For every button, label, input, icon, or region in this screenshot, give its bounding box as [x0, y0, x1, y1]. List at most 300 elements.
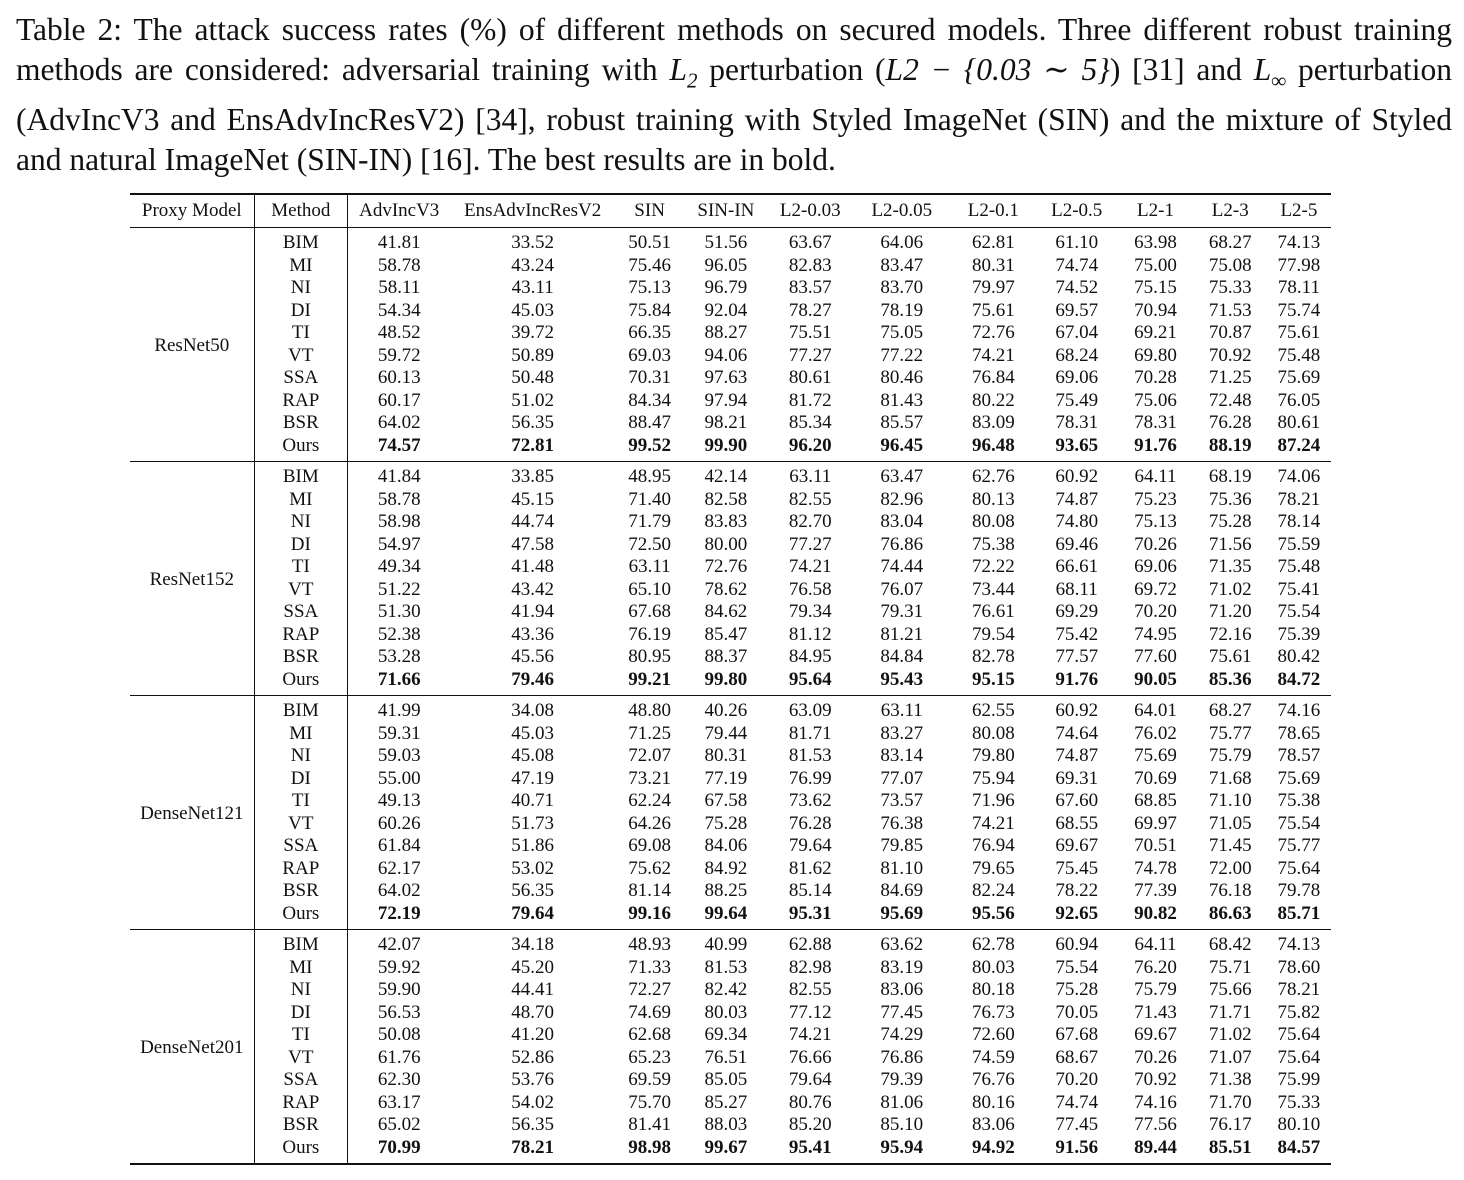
best-value-cell: 85.36 — [1208, 668, 1252, 690]
value-cell: 80.08 — [971, 511, 1015, 532]
method-cell: Ours — [254, 1137, 348, 1165]
value-cell: 71.56 — [1208, 533, 1252, 555]
proxy-group-resnet152 — [130, 462, 1331, 696]
value-cell: 76.86 — [880, 1046, 924, 1068]
best-value-cell: 95.31 — [788, 902, 832, 924]
table-row — [130, 489, 1331, 512]
value-cell: 56.53 — [377, 1001, 421, 1023]
value-cell: 78.11 — [1277, 277, 1320, 298]
value-cell: 76.28 — [788, 812, 832, 834]
value-cell: 75.71 — [1208, 956, 1252, 978]
best-value-cell: 95.69 — [880, 902, 924, 924]
value-cell: 75.06 — [1134, 389, 1177, 411]
value-cell: 75.64 — [1277, 1024, 1321, 1045]
value-cell: 81.41 — [628, 1114, 671, 1135]
value-cell: 71.43 — [1134, 1001, 1177, 1023]
value-cell: 54.34 — [377, 299, 421, 321]
value-cell: 65.23 — [628, 1046, 671, 1068]
value-cell: 52.38 — [377, 623, 421, 645]
method-cell: RAP — [254, 390, 348, 413]
best-value-cell: 99.90 — [704, 434, 748, 456]
value-cell: 83.47 — [880, 254, 924, 276]
value-cell: 54.97 — [377, 533, 421, 555]
value-cell: 75.48 — [1277, 344, 1321, 366]
value-cell: 67.68 — [1055, 1024, 1099, 1045]
value-cell: 45.15 — [511, 488, 555, 510]
value-cell: 69.80 — [1134, 344, 1177, 366]
best-value-cell: 99.16 — [628, 902, 671, 924]
value-cell: 75.33 — [1208, 277, 1252, 298]
value-cell: 88.25 — [704, 880, 748, 901]
linf-math-symbol: $L_\infty$ — [1253, 51, 1287, 92]
method-cell: Ours — [254, 903, 348, 930]
value-cell: 82.42 — [704, 979, 748, 1000]
table-row — [130, 435, 1331, 462]
value-cell: 75.54 — [1277, 812, 1321, 834]
value-cell: 51.22 — [377, 578, 421, 600]
header-advincv3: AdvIncV3 — [359, 200, 440, 221]
value-cell: 74.29 — [880, 1024, 924, 1045]
value-cell: 75.42 — [1055, 623, 1099, 645]
method-cell: BSR — [254, 646, 348, 669]
value-cell: 82.98 — [788, 956, 832, 978]
value-cell: 75.23 — [1134, 488, 1177, 510]
value-cell: 51.30 — [377, 601, 421, 622]
best-value-cell: 71.66 — [377, 668, 421, 690]
best-value-cell: 96.20 — [788, 434, 832, 456]
value-cell: 59.72 — [377, 344, 421, 366]
table-row — [130, 624, 1331, 647]
value-cell: 62.88 — [788, 934, 832, 955]
value-cell: 98.21 — [704, 412, 748, 433]
value-cell: 75.28 — [704, 812, 748, 834]
table-row — [130, 903, 1331, 930]
value-cell: 75.48 — [1277, 556, 1321, 577]
proxy-group-densenet121 — [130, 696, 1331, 930]
value-cell: 82.24 — [971, 880, 1015, 901]
method-cell: BSR — [254, 880, 348, 903]
value-cell: 75.99 — [1277, 1069, 1321, 1090]
value-cell: 60.92 — [1055, 466, 1099, 487]
value-cell: 85.34 — [788, 412, 832, 433]
value-cell: 45.56 — [511, 646, 555, 667]
value-cell: 80.61 — [788, 367, 832, 388]
value-cell: 60.17 — [377, 389, 421, 411]
value-cell: 60.92 — [1055, 700, 1099, 721]
value-cell: 80.42 — [1277, 646, 1321, 667]
value-cell: 71.20 — [1208, 601, 1252, 622]
value-cell: 76.05 — [1277, 389, 1321, 411]
value-cell: 77.19 — [704, 767, 748, 789]
best-value-cell: 86.63 — [1208, 902, 1252, 924]
value-cell: 69.08 — [628, 835, 671, 856]
value-cell: 75.45 — [1055, 857, 1099, 879]
value-cell: 40.99 — [704, 934, 748, 955]
value-cell: 58.98 — [377, 511, 421, 532]
header-sin-in: SIN-IN — [697, 200, 755, 221]
value-cell: 74.87 — [1055, 488, 1099, 510]
value-cell: 79.64 — [788, 835, 832, 856]
method-cell: SSA — [254, 835, 348, 858]
value-cell: 66.35 — [628, 322, 671, 343]
method-cell: SSA — [254, 1069, 348, 1092]
value-cell: 61.84 — [377, 835, 421, 856]
value-cell: 82.55 — [788, 979, 832, 1000]
value-cell: 75.64 — [1277, 857, 1321, 879]
value-cell: 83.19 — [880, 956, 924, 978]
header-l2-5: L2-5 — [1280, 200, 1318, 221]
value-cell: 47.58 — [511, 533, 555, 555]
value-cell: 63.11 — [789, 466, 832, 487]
value-cell: 82.78 — [971, 646, 1015, 667]
value-cell: 78.14 — [1277, 511, 1321, 532]
method-cell: VT — [254, 345, 348, 368]
value-cell: 67.58 — [704, 790, 748, 811]
value-cell: 70.51 — [1134, 835, 1177, 856]
value-cell: 77.07 — [880, 767, 924, 789]
proxy-group-resnet50 — [130, 228, 1331, 462]
value-cell: 67.68 — [628, 601, 671, 622]
value-cell: 71.40 — [628, 488, 671, 510]
value-cell: 73.44 — [971, 578, 1015, 600]
value-cell: 88.37 — [704, 646, 748, 667]
value-cell: 74.78 — [1134, 857, 1177, 879]
value-cell: 83.27 — [880, 722, 924, 744]
value-cell: 72.00 — [1208, 857, 1252, 879]
value-cell: 77.57 — [1055, 646, 1099, 667]
value-cell: 72.16 — [1208, 623, 1252, 645]
method-cell: DI — [254, 534, 348, 557]
best-value-cell: 90.82 — [1134, 902, 1177, 924]
value-cell: 62.76 — [971, 466, 1015, 487]
value-cell: 75.94 — [971, 767, 1015, 789]
value-cell: 43.11 — [511, 277, 554, 298]
table-row — [130, 835, 1331, 858]
value-cell: 51.73 — [511, 812, 555, 834]
proxy-group-densenet201 — [130, 930, 1331, 1165]
value-cell: 75.82 — [1277, 1001, 1321, 1023]
value-cell: 78.31 — [1134, 412, 1177, 433]
best-value-cell: 70.99 — [377, 1136, 421, 1158]
header-l2-1: L2-1 — [1137, 200, 1174, 221]
value-cell: 58.11 — [378, 277, 421, 298]
table-row — [130, 1137, 1331, 1165]
value-cell: 60.26 — [377, 812, 421, 834]
value-cell: 80.03 — [971, 956, 1015, 978]
value-cell: 75.61 — [1277, 322, 1321, 343]
value-cell: 74.21 — [788, 556, 832, 577]
table-row — [130, 1092, 1331, 1115]
value-cell: 63.11 — [880, 700, 923, 721]
value-cell: 75.79 — [1134, 979, 1177, 1000]
value-cell: 88.03 — [704, 1114, 748, 1135]
value-cell: 75.28 — [1208, 511, 1252, 532]
value-cell: 68.55 — [1055, 812, 1099, 834]
method-cell: TI — [254, 1024, 348, 1047]
value-cell: 69.34 — [704, 1024, 748, 1045]
value-cell: 81.06 — [880, 1091, 924, 1113]
value-cell: 65.10 — [628, 578, 671, 600]
value-cell: 43.42 — [511, 578, 555, 600]
value-cell: 83.06 — [971, 1114, 1015, 1135]
proxy-model-cell: DenseNet201 — [130, 930, 254, 1165]
value-cell: 80.16 — [971, 1091, 1015, 1113]
table-row — [130, 813, 1331, 836]
value-cell: 71.45 — [1208, 835, 1252, 856]
value-cell: 80.76 — [788, 1091, 832, 1113]
value-cell: 71.79 — [628, 511, 671, 532]
value-cell: 75.74 — [1277, 299, 1321, 321]
value-cell: 40.26 — [704, 700, 748, 721]
value-cell: 80.00 — [704, 533, 748, 555]
value-cell: 61.10 — [1055, 232, 1099, 253]
value-cell: 60.13 — [377, 367, 421, 388]
value-cell: 64.06 — [880, 232, 924, 253]
value-cell: 71.10 — [1208, 790, 1252, 811]
method-cell: MI — [254, 957, 348, 980]
proxy-model-cell: ResNet50 — [130, 228, 254, 462]
value-cell: 78.22 — [1055, 880, 1099, 901]
value-cell: 64.11 — [1134, 466, 1177, 487]
best-value-cell: 99.67 — [704, 1136, 748, 1158]
value-cell: 69.72 — [1134, 578, 1177, 600]
value-cell: 77.27 — [788, 344, 832, 366]
value-cell: 74.74 — [1055, 1091, 1099, 1113]
table-row — [130, 345, 1331, 368]
table-row — [130, 880, 1331, 903]
value-cell: 40.71 — [511, 790, 555, 811]
value-cell: 84.34 — [628, 389, 671, 411]
table-row — [130, 579, 1331, 602]
value-cell: 41.81 — [377, 232, 421, 253]
value-cell: 79.64 — [788, 1069, 832, 1090]
value-cell: 85.10 — [880, 1114, 924, 1135]
method-cell: RAP — [254, 858, 348, 881]
value-cell: 85.14 — [788, 880, 832, 901]
table-row — [130, 367, 1331, 390]
value-cell: 70.26 — [1134, 533, 1177, 555]
value-cell: 63.67 — [788, 232, 832, 253]
value-cell: 33.85 — [511, 466, 555, 487]
value-cell: 54.02 — [511, 1091, 555, 1113]
value-cell: 83.57 — [788, 277, 832, 298]
value-cell: 75.28 — [1055, 979, 1099, 1000]
value-cell: 76.19 — [628, 623, 671, 645]
value-cell: 66.61 — [1055, 556, 1099, 577]
method-cell: BIM — [254, 228, 348, 255]
value-cell: 84.62 — [704, 601, 748, 622]
table-row — [130, 723, 1331, 746]
header-sin: SIN — [634, 200, 665, 221]
value-cell: 71.33 — [628, 956, 671, 978]
value-cell: 80.18 — [971, 979, 1015, 1000]
value-cell: 72.50 — [628, 533, 671, 555]
value-cell: 83.70 — [880, 277, 924, 298]
value-cell: 68.11 — [1055, 578, 1098, 600]
value-cell: 77.56 — [1134, 1114, 1177, 1135]
table-row — [130, 790, 1331, 813]
value-cell: 81.10 — [880, 857, 924, 879]
table-row — [130, 957, 1331, 980]
value-cell: 85.27 — [704, 1091, 748, 1113]
value-cell: 68.42 — [1208, 934, 1252, 955]
value-cell: 43.36 — [511, 623, 555, 645]
value-cell: 76.99 — [788, 767, 832, 789]
best-value-cell: 85.51 — [1208, 1136, 1252, 1158]
value-cell: 80.03 — [704, 1001, 748, 1023]
value-cell: 48.52 — [377, 322, 421, 343]
value-cell: 48.70 — [511, 1001, 555, 1023]
value-cell: 82.58 — [704, 488, 748, 510]
method-cell: DI — [254, 1002, 348, 1025]
table-row — [130, 255, 1331, 278]
value-cell: 81.21 — [880, 623, 924, 645]
value-cell: 83.06 — [880, 979, 924, 1000]
value-cell: 75.69 — [1277, 767, 1321, 789]
value-cell: 71.35 — [1208, 556, 1252, 577]
value-cell: 80.08 — [971, 722, 1015, 744]
value-cell: 69.06 — [1055, 367, 1099, 388]
value-cell: 74.16 — [1134, 1091, 1177, 1113]
header-l2-0.03: L2-0.03 — [779, 200, 841, 221]
value-cell: 79.54 — [971, 623, 1015, 645]
value-cell: 74.21 — [971, 344, 1015, 366]
value-cell: 96.79 — [704, 277, 748, 298]
method-cell: MI — [254, 255, 348, 278]
value-cell: 50.89 — [511, 344, 555, 366]
value-cell: 74.21 — [788, 1024, 832, 1045]
best-value-cell: 72.81 — [511, 434, 555, 456]
value-cell: 76.94 — [971, 835, 1015, 856]
value-cell: 71.68 — [1208, 767, 1252, 789]
value-cell: 45.03 — [511, 299, 555, 321]
value-cell: 77.60 — [1134, 646, 1177, 667]
value-cell: 78.62 — [704, 578, 748, 600]
value-cell: 62.17 — [377, 857, 421, 879]
value-cell: 72.60 — [971, 1024, 1015, 1045]
value-cell: 72.22 — [971, 556, 1015, 577]
value-cell: 79.78 — [1277, 880, 1321, 901]
value-cell: 41.20 — [511, 1024, 555, 1045]
value-cell: 59.90 — [377, 979, 421, 1000]
header-ensadvincresv2: EnsAdvIncResV2 — [464, 200, 602, 221]
value-cell: 76.84 — [971, 367, 1015, 388]
value-cell: 75.59 — [1277, 533, 1321, 555]
value-cell: 75.79 — [1208, 745, 1252, 766]
table-row — [130, 534, 1331, 557]
value-cell: 69.31 — [1055, 767, 1099, 789]
value-cell: 74.87 — [1055, 745, 1099, 766]
value-cell: 74.06 — [1277, 466, 1321, 487]
method-cell: Ours — [254, 669, 348, 696]
value-cell: 75.39 — [1277, 623, 1321, 645]
value-cell: 75.13 — [1134, 511, 1177, 532]
value-cell: 70.87 — [1208, 322, 1252, 343]
value-cell: 48.95 — [628, 466, 671, 487]
value-cell: 34.08 — [511, 700, 555, 721]
value-cell: 74.64 — [1055, 722, 1099, 744]
best-value-cell: 99.64 — [704, 902, 748, 924]
method-cell: MI — [254, 723, 348, 746]
best-value-cell: 89.44 — [1134, 1136, 1177, 1158]
value-cell: 82.83 — [788, 254, 832, 276]
value-cell: 78.31 — [1055, 412, 1099, 433]
value-cell: 77.98 — [1277, 254, 1321, 276]
best-value-cell: 96.45 — [880, 434, 924, 456]
value-cell: 52.86 — [511, 1046, 555, 1068]
best-value-cell: 99.21 — [628, 668, 671, 690]
value-cell: 77.27 — [788, 533, 832, 555]
best-value-cell: 91.76 — [1055, 668, 1099, 690]
table-row — [130, 768, 1331, 791]
value-cell: 67.60 — [1055, 790, 1099, 811]
value-cell: 71.96 — [971, 790, 1015, 811]
value-cell: 81.14 — [628, 880, 671, 901]
value-cell: 76.07 — [880, 578, 924, 600]
value-cell: 85.20 — [788, 1114, 832, 1135]
value-cell: 75.13 — [628, 277, 671, 298]
best-value-cell: 72.19 — [377, 902, 421, 924]
method-cell: NI — [254, 745, 348, 768]
value-cell: 62.24 — [628, 790, 671, 811]
best-value-cell: 84.57 — [1277, 1136, 1321, 1158]
value-cell: 94.06 — [704, 344, 748, 366]
value-cell: 75.49 — [1055, 389, 1099, 411]
table-row — [130, 322, 1331, 345]
table-row — [130, 277, 1331, 300]
value-cell: 75.64 — [1277, 1046, 1321, 1068]
table-row — [130, 646, 1331, 669]
best-value-cell: 95.56 — [971, 902, 1015, 924]
value-cell: 45.20 — [511, 956, 555, 978]
value-cell: 75.05 — [880, 322, 924, 343]
value-cell: 70.94 — [1134, 299, 1177, 321]
value-cell: 72.76 — [704, 556, 748, 577]
value-cell: 62.55 — [971, 700, 1015, 721]
value-cell: 42.07 — [377, 934, 421, 955]
value-cell: 78.21 — [1277, 979, 1321, 1000]
value-cell: 84.06 — [704, 835, 748, 856]
value-cell: 79.80 — [971, 745, 1015, 766]
method-cell: DI — [254, 300, 348, 323]
proxy-model-cell: ResNet152 — [130, 462, 254, 696]
method-cell: BIM — [254, 696, 348, 723]
value-cell: 81.72 — [788, 389, 832, 411]
table-row — [130, 511, 1331, 534]
value-cell: 68.67 — [1055, 1046, 1099, 1068]
value-cell: 82.96 — [880, 488, 924, 510]
value-cell: 83.09 — [971, 412, 1015, 433]
value-cell: 78.65 — [1277, 722, 1321, 744]
table-row — [130, 669, 1331, 696]
value-cell: 71.02 — [1208, 1024, 1252, 1045]
value-cell: 60.94 — [1055, 934, 1099, 955]
value-cell: 45.03 — [511, 722, 555, 744]
value-cell: 69.46 — [1055, 533, 1099, 555]
value-cell: 79.85 — [880, 835, 924, 856]
value-cell: 69.03 — [628, 344, 671, 366]
value-cell: 58.78 — [377, 254, 421, 276]
value-cell: 64.01 — [1134, 700, 1177, 721]
method-cell: TI — [254, 790, 348, 813]
value-cell: 75.33 — [1277, 1091, 1321, 1113]
table-row — [130, 858, 1331, 881]
header-proxy-model: Proxy Model — [130, 194, 254, 228]
value-cell: 79.44 — [704, 722, 748, 744]
value-cell: 76.20 — [1134, 956, 1177, 978]
value-cell: 41.48 — [511, 556, 555, 577]
value-cell: 75.77 — [1277, 835, 1321, 856]
